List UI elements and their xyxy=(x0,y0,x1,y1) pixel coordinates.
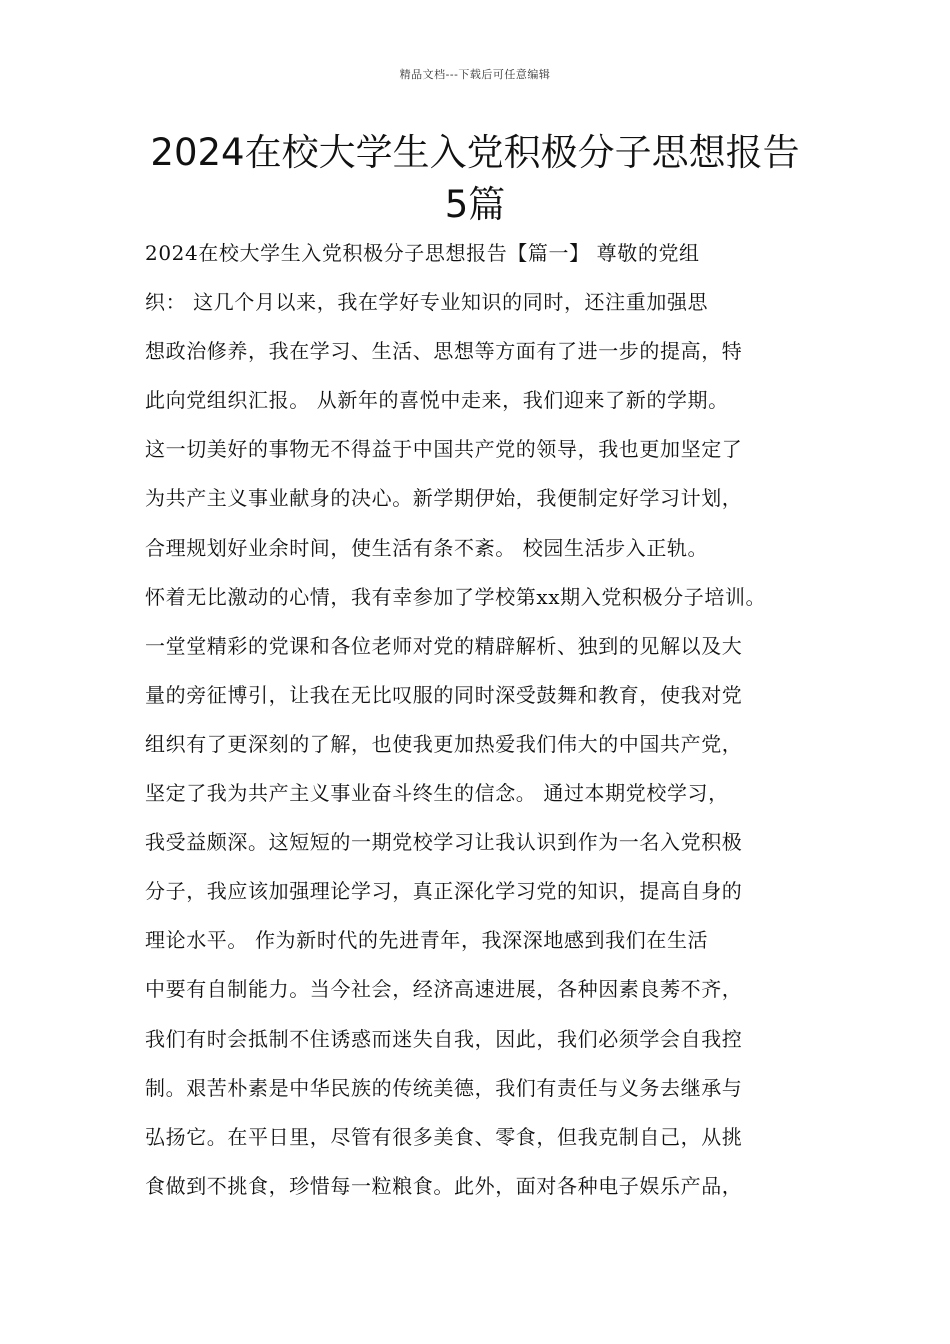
document-body xyxy=(145,229,835,1211)
body-line: 食做到不挑食，珍惜每一粒粮食。此外，面对各种电子娱乐产品， xyxy=(145,1173,743,1198)
body-line: 合理规划好业余时间，使生活有条不紊。 校园生活步入正轨。 xyxy=(145,535,709,560)
document-title xyxy=(95,127,855,231)
body-line: 为共产主义事业献身的决心。新学期伊始，我便制定好学习计划， xyxy=(145,486,743,511)
body-line: 织： 这几个月以来，我在学好专业知识的同时，还注重加强思 xyxy=(145,290,709,315)
body-line: 此向党组织汇报。 从新年的喜悦中走来，我们迎来了新的学期。 xyxy=(145,388,729,413)
body-line: 想政治修养，我在学习、生活、思想等方面有了进一步的提高，特 xyxy=(145,339,743,364)
body-line: 一堂堂精彩的党课和各位老师对党的精辟解析、独到的见解以及大 xyxy=(145,633,743,658)
document-title-line-1: 2024在校大学生入党积极分子思想报告 xyxy=(150,131,800,174)
body-line: 制。艰苦朴素是中华民族的传统美德，我们有责任与义务去继承与 xyxy=(145,1075,743,1100)
body-line: 量的旁征博引，让我在无比叹服的同时深受鼓舞和教育，使我对党 xyxy=(145,682,743,707)
document-title-line-2: 5篇 xyxy=(444,183,506,226)
body-line: 中要有自制能力。当今社会，经济高速进展，各种因素良莠不齐， xyxy=(145,977,743,1002)
body-line: 理论水平。 作为新时代的先进青年，我深深地感到我们在生活 xyxy=(145,928,709,953)
body-line: 这一切美好的事物无不得益于中国共产党的领导，我也更加坚定了 xyxy=(145,437,743,462)
page-header: 精品文档---下载后可任意编辑 xyxy=(399,68,551,81)
body-line: 怀着无比激动的心情，我有幸参加了学校第xx期入党积极分子培训。 xyxy=(145,584,767,609)
body-line: 我受益颇深。这短短的一期党校学习让我认识到作为一名入党积极 xyxy=(145,830,743,855)
body-line: 我们有时会抵制不住诱惑而迷失自我，因此，我们必须学会自我控 xyxy=(145,1026,743,1051)
body-line: 坚定了我为共产主义事业奋斗终生的信念。 通过本期党校学习， xyxy=(145,781,729,806)
body-line: 弘扬它。在平日里，尽管有很多美食、零食，但我克制自己，从挑 xyxy=(145,1124,743,1149)
body-line: 组织有了更深刻的了解，也使我更加热爱我们伟大的中国共产党， xyxy=(145,731,743,756)
body-line: 分子，我应该加强理论学习，真正深化学习党的知识，提高自身的 xyxy=(145,879,743,904)
body-line: 2024在校大学生入党积极分子思想报告【篇一】 尊敬的党组 xyxy=(145,241,700,265)
